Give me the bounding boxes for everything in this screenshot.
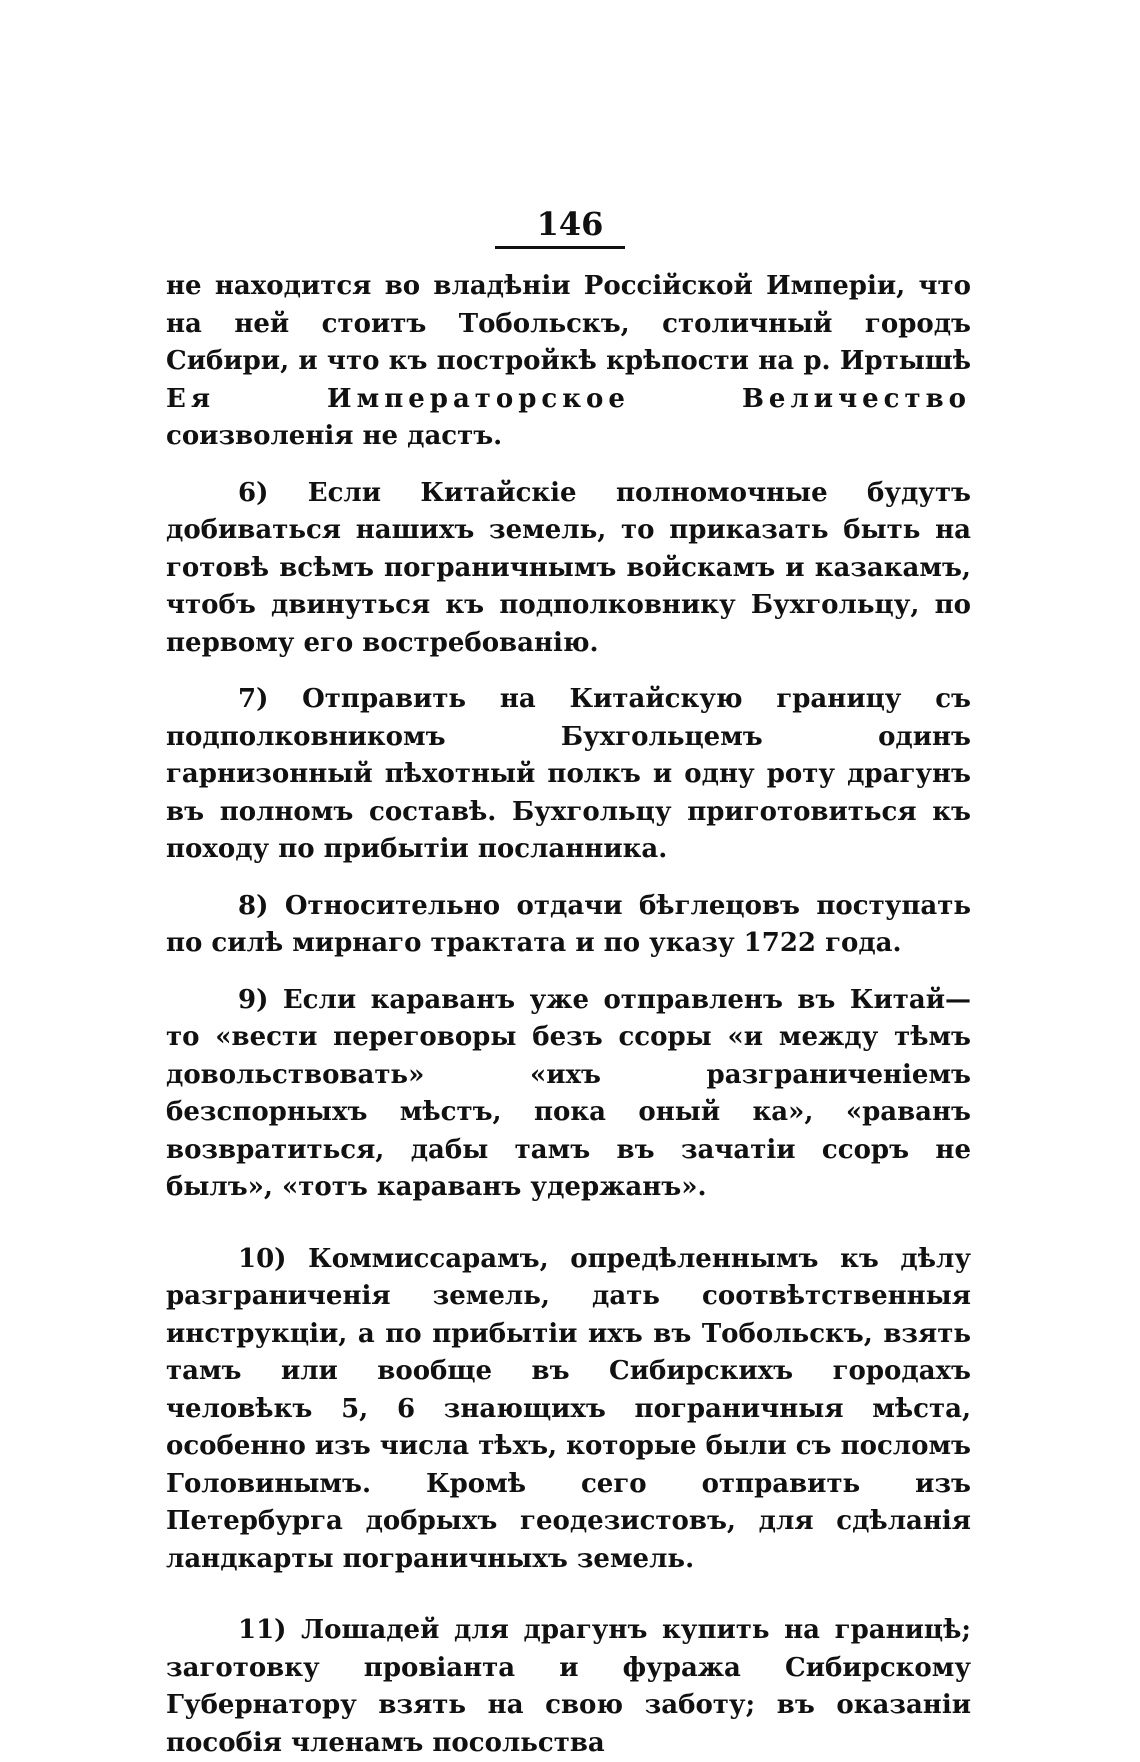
page-number: 146	[536, 205, 604, 243]
paragraph-item-7: 7) Отправить на Китайскую границу съ подполковникомъ Бухгольцемъ одинъ гарнизонный пѣхотный полкъ и одну роту драгунъ въ полномъ составѣ. Бухгольцу приготовиться къ походу по прибытіи посланника.	[166, 684, 971, 864]
text-run: не находится во владѣніи Россійской Имперіи, что на ней стоитъ Тобольскъ, столичный городъ Сибири, и что къ постройкѣ крѣпости на р. Иртышѣ	[166, 271, 971, 376]
paragraph-item-9: 9) Если караванъ уже отправленъ въ Китай—то «вести переговоры безъ ссоры «и между тѣмъ довольствовать» «ихъ разграниченіемъ безспорныхъ мѣстъ, пока оный ка», «раванъ возвратиться, дабы тамъ въ зачатіи ссоръ не былъ», «тотъ караванъ удержанъ».	[166, 984, 971, 1202]
paragraph-item-11: 11) Лошадей для драгунъ купить на границѣ; заготовку провіанта и фуража Сибирскому Губернатору взять на свою заботу; въ оказаніи пособія членамъ посольства	[166, 1615, 971, 1758]
paragraph-item-6: 6) Если Китайскіе полномочные будутъ добиваться нашихъ земель, то приказать быть на готовѣ всѣмъ пограничнымъ войскамъ и казакамъ, чтобъ двинуться къ подполковнику Бухгольцу, по первому его востребованію.	[166, 477, 971, 658]
paragraph-item-8: 8) Относительно отдачи бѣглецовъ поступать по силѣ мирнаго трактата и по указу 1722 года.	[166, 890, 971, 958]
text-run: соизволенія не дастъ.	[166, 421, 503, 451]
header-rule	[495, 246, 625, 249]
paragraph-item-10: 10) Коммиссарамъ, опредѣленнымъ къ дѣлу разграниченія земель, дать соотвѣтственныя инструкціи, а по прибытіи ихъ въ Тобольскъ, взять тамъ или вообще въ Сибирскихъ городахъ человѣкъ 5, 6 знающихъ пограничныя мѣста, особенно изъ числа тѣхъ, которые были съ посломъ Головинымъ. Кромѣ сего отправить изъ Петербурга добрыхъ геодезистовъ, для сдѣланія ландкарты пограничныхъ земель.	[166, 1243, 971, 1574]
spaced-title: Ея Императорское Величество	[166, 383, 971, 414]
paragraph-continuation	[166, 268, 971, 456]
body-text	[166, 268, 971, 1762]
